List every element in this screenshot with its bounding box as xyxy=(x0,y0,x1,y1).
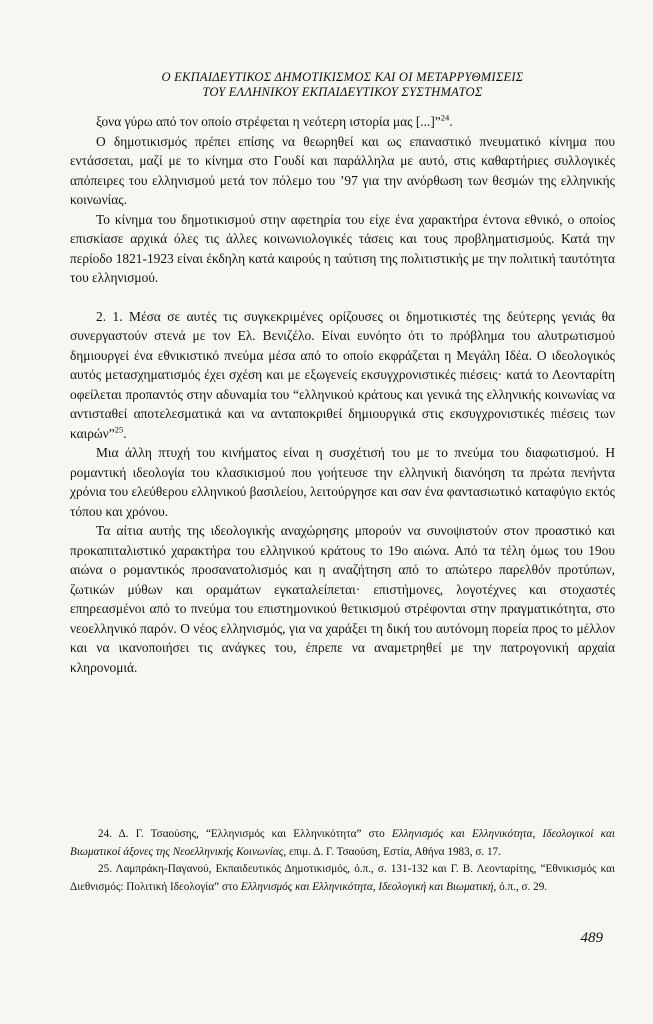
footnote-24-text-c: , επιμ. Δ. Γ. Τσαούση, Εστία, Αθήνα 1983, σ. 17. xyxy=(283,845,501,858)
paragraph-4-text: 2. 1. Μέσα σε αυτές τις συγκεκριμένες ορίζουσες οι δημοτικιστές της δεύτερης γενιάς θα συνεργαστούν στενά με τον Ελ. Βενιζέλο. Είναι ευνόητο ότι το πρόβλημα του αλυτρωτισμού δημιουργεί ένα εθνικιστικό πνεύμα μέσα από το οποίο εκφράζεται η Μεγάλη Ιδέα. Ο ιδεολογικός αυτός μετασχηματισμός έχει σχέση και με εξωγενείς εκσυγχρονιστικές πιέσεις· κατά το Λεονταρίτη οφείλεται προπαντός στην αδυναμία του “ελληνικού κράτους και γενικά της ελληνικής κοινωνίας να αντισταθεί αποτελεσματικά και να ανταποκριθεί δημιουργικά στις εκσυγχρονιστικές πιέσεις των καιρών” xyxy=(70,308,615,441)
footnote-24-text-a: 24. Δ. Γ. Τσαούσης, “Ελληνισμός και Ελληνικότητα” στο xyxy=(98,828,392,840)
footnote-24-title: Ελληνισμός και Ελληνικότητα, Ιδεολογικοί και Βιωματικοί άξονες της Νεοελληνικής Κοινωνίας xyxy=(70,828,615,858)
paragraph-6: Τα αίτια αυτής της ιδεολογικής αναχώρησης μπορούν να συνοψιστούν στον προαστικό και προκαπιταλιστικό χαρακτήρα του ελληνικού κράτους το 19ο αιώνα. Από τα τέλη όμως του 19ου αιώνα ο ρομαντικός προσανατολισμός και η αναζήτηση από το απώτερο παρελθόν προτύπων, ζωτικών μύθων και οραμάτων εγκαταλείπεται· επιστήμονες, λογοτέχνες και στοχαστές επηρεασμένοι από το πνεύμα του επιστημονικού θετικισμού στρέφονται στην πραγματικότητα, στο νεοελληνικό παρόν. Ο νέος ελληνισμός, για να χαράξει τη δική του αυτόνομη πορεία προς το μέλλον και να ικανοποιήσει τις ανάγκες του, έπρεπε να αναμετρηθεί με την πατρογονική αρχαία κληρονομιά. xyxy=(70,523,615,675)
body-text xyxy=(70,112,615,677)
section-gap xyxy=(70,288,615,307)
paragraph-3: Το κίνημα του δημοτικισμού στην αφετηρία του είχε ένα χαρακτήρα έντονα εθνικό, ο οποίος επισκίασε αρχικά όλες τις άλλες κοινωνιολογικές τάσεις και τους προβληματισμούς. Κατά την περίοδο 1821-1923 είναι έκδηλη κατά καιρούς η ταύτιση της πολιτιστικής με την πολιτική ταυτότητα του ελληνισμού. xyxy=(70,211,615,285)
running-head-line-2: ΤΟΥ ΕΛΛΗΝΙΚΟΥ ΕΚΠΑΙΔΕΥΤΙΚΟΥ ΣΥΣΤΗΜΑΤΟΣ xyxy=(202,85,483,99)
paragraph-1-end: . xyxy=(449,114,453,129)
page-number: 489 xyxy=(580,930,603,946)
paragraph-1-text: ξονα γύρω από τον οποίο στρέφεται η νεότερη ιστορία μας [...]” xyxy=(96,114,441,129)
footnote-25-text-c: , ό.π., σ. 29. xyxy=(493,880,548,893)
footnote-24 xyxy=(70,826,615,861)
footnote-ref-25: 25 xyxy=(114,424,124,435)
footnote-25-text-a: 25. Λαμπράκη-Παγανού, Εκπαιδευτικός Δημοτικισμός, ό.π., σ. 131-132 και Γ. Β. Λεονταρίτης, “Εθνικισμός και Διεθνισμός: Πολιτική Ιδεολογία” στο xyxy=(70,863,615,893)
paragraph-4 xyxy=(70,307,615,444)
running-head xyxy=(70,70,615,100)
footnote-25-title: Ελληνισμός και Ελληνικότητα, Ιδεολογική και Βιωματική xyxy=(240,880,494,893)
paragraph-1 xyxy=(70,112,615,132)
paragraph-4-end: . xyxy=(123,425,127,441)
paragraph-2: Ο δημοτικισμός πρέπει επίσης να θεωρηθεί και ως επαναστικό πνευματικό κίνημα που εντάσσεται, μαζί με το κίνημα στο Γουδί και παράλληλα με αυτό, στις καθαρτήριες συλλογικές απόπειρες του ελληνισμού μετά τον πόλεμο του ’97 για την ανόρθωση των θεσμών της ελληνικής κοινωνίας. xyxy=(70,133,615,207)
footnote-ref-24: 24 xyxy=(440,112,450,123)
running-head-line-1: Ο ΕΚΠΑΙΔΕΥΤΙΚΟΣ ΔΗΜΟΤΙΚΙΣΜΟΣ ΚΑΙ ΟΙ ΜΕΤΑΡΡΥΘΜΙΣΕΙΣ xyxy=(161,70,524,84)
paragraph-5: Μια άλλη πτυχή του κινήματος είναι η συσχέτισή του με το πνεύμα του διαφωτισμού. Η ρομαντική ιδεολογία του κλασικισμού που γοήτευσε την ελληνική διανόηση τα πρώτα πενήντα χρόνια του ελεύθερου ελληνικού βασιλείου, λειτούργησε και σαν ένα φαντασιωτικό καταφύγιο εκτός τόπου και χρόνου. xyxy=(70,445,615,519)
footnotes xyxy=(70,826,615,896)
footnote-25 xyxy=(70,861,615,896)
